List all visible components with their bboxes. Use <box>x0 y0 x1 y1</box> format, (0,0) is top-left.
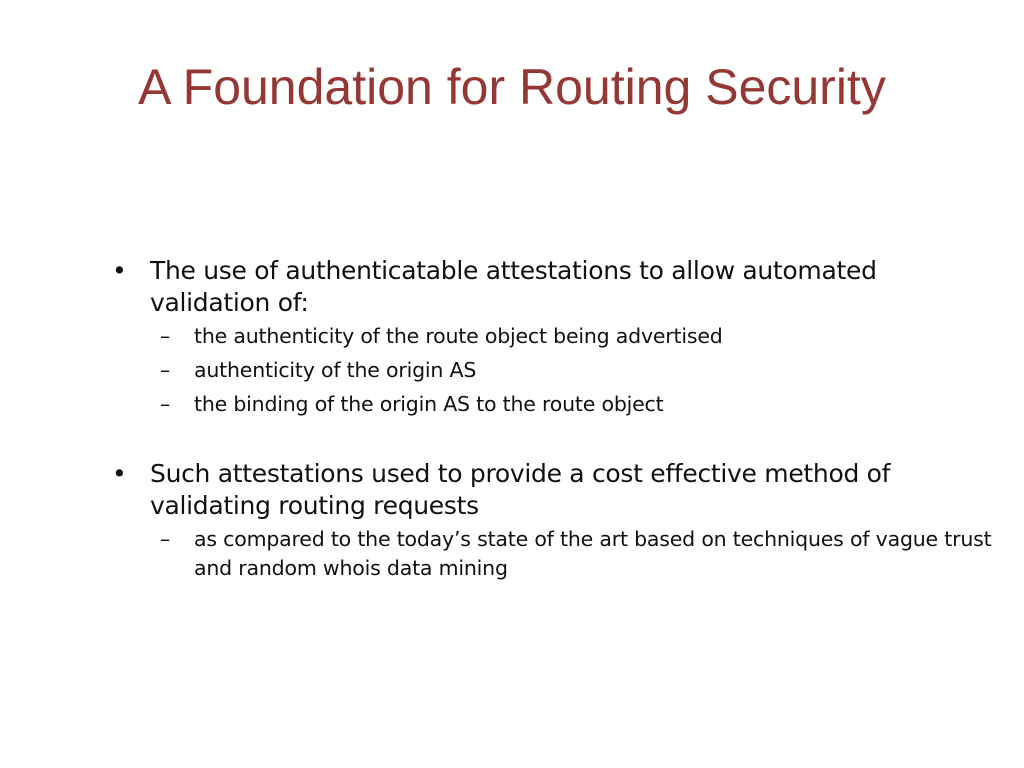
sub-item-text: authenticity of the origin AS <box>194 358 477 382</box>
sub-item <box>160 356 992 385</box>
sub-item <box>160 525 992 583</box>
sub-item-text: as compared to the today’s state of the art based on techniques of vague trust and random whois data mining <box>194 527 992 580</box>
dash-marker: – <box>160 358 171 382</box>
spacer <box>112 424 992 458</box>
sub-item-text: the authenticity of the route object being advertised <box>194 324 723 348</box>
dash-marker: – <box>160 527 171 551</box>
bullet-item <box>112 255 992 319</box>
sub-item <box>160 390 992 419</box>
bullet-text: The use of authenticatable attestations to allow automated validation of: <box>150 256 877 317</box>
sub-item <box>160 322 992 351</box>
dash-marker: – <box>160 324 171 348</box>
bullet-marker: • <box>112 459 127 488</box>
bullet-item <box>112 458 992 522</box>
bullet-text: Such attestations used to provide a cost effective method of validating routing requests <box>150 459 891 520</box>
sub-item-text: the binding of the origin AS to the route object <box>194 392 664 416</box>
sub-list <box>160 322 992 419</box>
bullet-marker: • <box>112 256 127 285</box>
sub-list <box>160 525 992 583</box>
slide-body <box>112 255 992 588</box>
slide-title: A Foundation for Routing Security <box>138 59 886 115</box>
dash-marker: – <box>160 392 171 416</box>
